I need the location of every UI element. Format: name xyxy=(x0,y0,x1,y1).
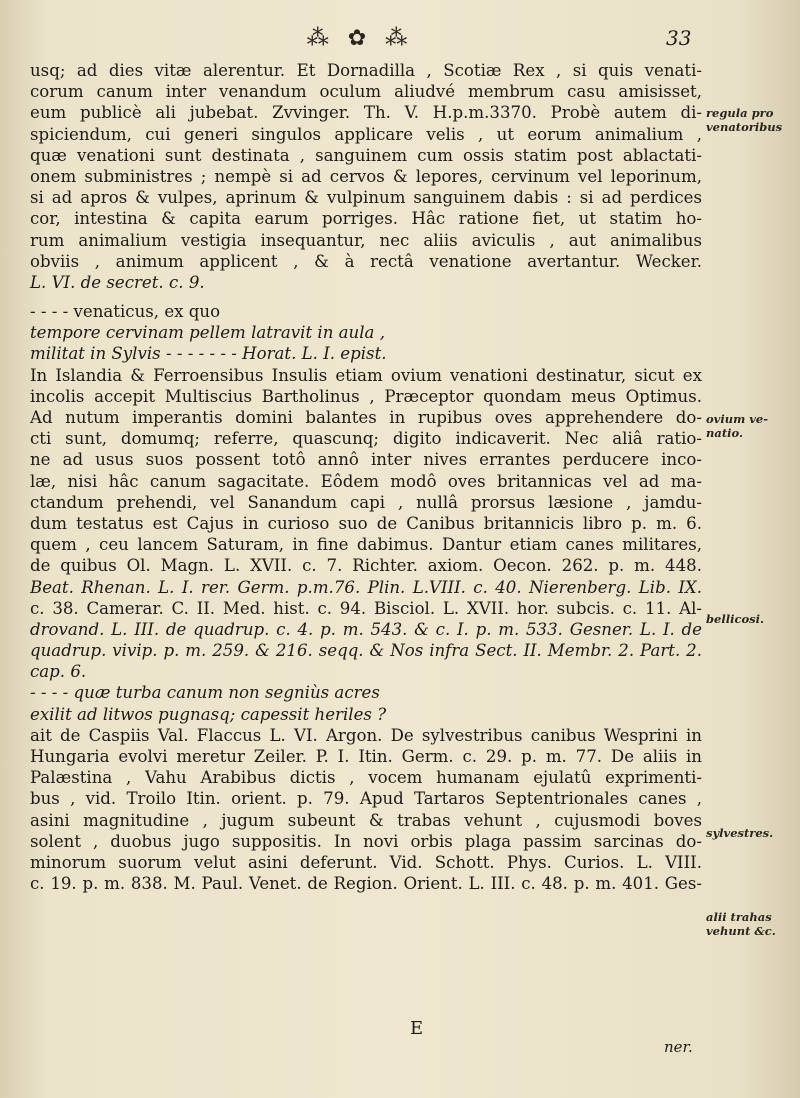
text-line: Palæstina , Vahu Arabibus dictis , vocem humanam ejulatû exprimenti- xyxy=(30,768,702,788)
text-line: ait de Caspiis Val. Flaccus L. VI. Argon. De sylvestribus canibus Wesprini in xyxy=(30,725,702,745)
text-line: spiciendum, cui generi singulos applicare velis , ut eorum animalium , xyxy=(30,124,702,144)
text-line: usq; ad dies vitæ alerentur. Et Dornadilla , Scotiæ Rex , si quis venati- xyxy=(30,61,702,80)
text-line: drovand. L. III. de quadrup. c. 4. p. m. 543. & c. I. p. m. 533. Gesner. L. I. de xyxy=(30,619,702,639)
text-line: læ, nisi hâc canum sagacitate. Eôdem modô oves britannicas vel ad ma- xyxy=(30,471,702,491)
text-line: eum publicè ali jubebat. Zvvinger. Th. V. H.p.m.3370. Probè autem di- xyxy=(30,103,702,123)
verse-line: militat in Sylvis - - - - - - - Horat. L. I. epist. xyxy=(30,344,387,364)
margin-note: alii trahas vehunt &c. xyxy=(706,910,776,938)
text-line: Ad nutum imperantis domini balantes in rupibus oves apprehendere do- xyxy=(30,408,702,427)
verse-line: - - - - quæ turba canum non segniùs acres xyxy=(30,683,380,703)
text-line: corum canum inter venandum oculum aliudvé membrum casu amisisset, xyxy=(30,82,702,102)
page-number: 33 xyxy=(666,26,692,50)
text-line: asini magnitudine , jugum subeunt & trabas vehunt , cujusmodi boves xyxy=(30,810,702,830)
text-line: obviis , animum applicent , & à rectâ venatione avertantur. Wecker. xyxy=(30,251,702,271)
margin-note: regula pro venatoribus xyxy=(706,106,783,134)
text-line: ne ad usus suos possent totô annô inter nives errantes perducere inco- xyxy=(30,450,702,470)
text-line: c. 38. Camerar. C. II. Med. hist. c. 94. Bisciol. L. XVII. hor. subcis. c. 11. Al- xyxy=(30,598,702,618)
text-line: solent , duobus jugo suppositis. In novi orbis plaga passim sarcinas do- xyxy=(30,831,702,851)
spacer xyxy=(30,293,702,301)
verse-line: tempore cervinam pellem latravit in aula , xyxy=(30,323,385,343)
margin-note: bellicosi. xyxy=(706,612,764,626)
text-line: cor, intestina & capita earum porriges. Hâc ratione fiet, ut statim ho- xyxy=(30,209,702,229)
text-line: quem , ceu lancem Saturam, in fine dabimus. Dantur etiam canes militares, xyxy=(30,535,702,555)
text-line: onem subministres ; nempè si ad cervos & lepores, cervinum vel leporinum, xyxy=(30,166,702,186)
verse-line: exilit ad litwos pugnasq; capessit heriles ? xyxy=(30,704,387,724)
text-line: si ad apros & vulpes, aprinum & vulpinum sanguinem dabis : si ad perdices xyxy=(30,188,702,208)
margin-note: ovium ve-natio. xyxy=(706,412,769,440)
text-line: cap. 6. xyxy=(30,662,87,682)
text-line: quæ venationi sunt destinata , sanguinem cum ossis statim post ablactati- xyxy=(30,145,702,165)
text-line: Hungaria evolvi meretur Zeiler. P. I. Itin. Germ. c. 29. p. m. 77. De aliis in xyxy=(30,747,702,766)
text-line: Beat. Rhenan. L. I. rer. Germ. p.m.76. Plin. L.VIII. c. 40. Nierenberg. Lib. IX. xyxy=(30,577,702,597)
signature-mark: E xyxy=(410,1018,424,1039)
text-line: L. VI. de secret. c. 9. xyxy=(30,272,205,292)
main-text-block xyxy=(30,60,702,894)
text-line: minorum suorum velut asini deferunt. Vid. Schott. Phys. Curios. L. VIII. xyxy=(30,852,702,872)
text-line: quadrup. vivip. p. m. 259. & 216. seqq. & Nos infra Sect. II. Membr. 2. Part. 2. xyxy=(30,641,702,661)
text-line: In Islandia & Ferroensibus Insulis etiam ovium venationi destinatur, sicut ex xyxy=(30,365,702,385)
text-line: dum testatus est Cajus in curioso suo de Canibus britannicis libro p. m. 6. xyxy=(30,513,702,533)
text-line: ctandum prehendi, vel Sanandum capi , nullâ prorsus læsione , jamdu- xyxy=(30,492,702,512)
text-line: rum animalium vestigia insequantur, nec aliis aviculis , aut animalibus xyxy=(30,230,702,250)
text-line: cti sunt, domumq; referre, quascunq; digito indicaverit. Nec aliâ ratio- xyxy=(30,429,702,449)
catchword: ner. xyxy=(664,1038,693,1056)
margin-note: sylvestres. xyxy=(706,826,774,840)
text-line: de quibus Ol. Magn. L. XVII. c. 7. Richter. axiom. Oecon. 262. p. m. 448. xyxy=(30,556,702,576)
text-line: c. 19. p. m. 838. M. Paul. Venet. de Region. Orient. L. III. c. 48. p. m. 401. Ges- xyxy=(30,874,702,894)
header-ornament: ⁂ ✿ ⁂ xyxy=(306,26,414,51)
text-line: bus , vid. Troilo Itin. orient. p. 79. Apud Tartaros Septentrionales canes , xyxy=(30,789,702,809)
verse-line: - - - - venaticus, ex quo xyxy=(30,302,221,322)
text-line: incolis accepit Multiscius Bartholinus , Præceptor quondam meus Optimus. xyxy=(30,386,702,406)
